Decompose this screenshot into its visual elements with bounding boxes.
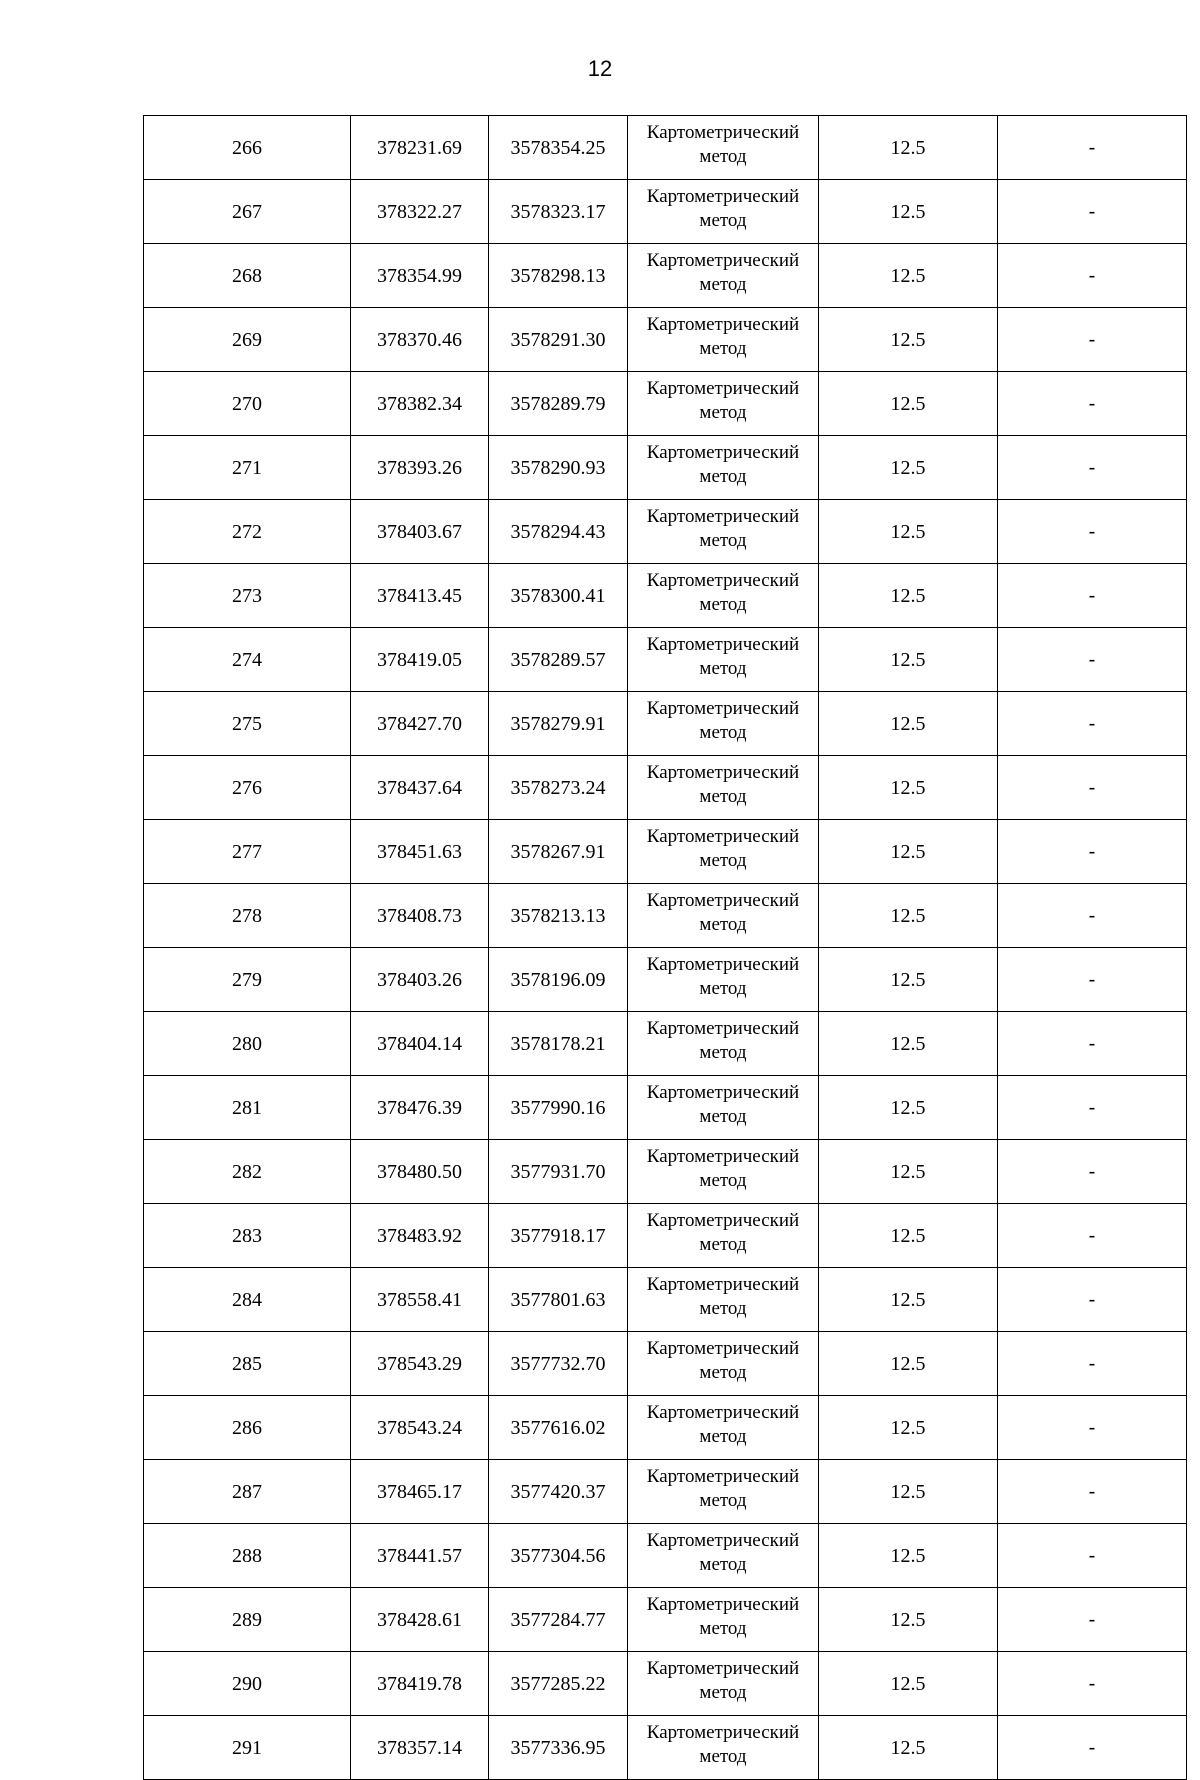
y-coordinate-cell: 3578267.91	[489, 820, 628, 884]
y-coordinate-cell: 3577801.63	[489, 1268, 628, 1332]
method-line-1: Картометрический	[646, 1657, 800, 1679]
y-coordinate-cell: 3578196.09	[489, 948, 628, 1012]
method-line-2: метод	[699, 1425, 747, 1447]
method-line-1: Картометрический	[646, 1145, 800, 1167]
method-cell	[628, 1076, 819, 1140]
point-number-cell: 287	[144, 1460, 351, 1524]
table-row	[144, 884, 1187, 948]
table-row	[144, 436, 1187, 500]
x-coordinate-cell: 378393.26	[351, 436, 489, 500]
accuracy-cell: 12.5	[819, 308, 998, 372]
note-cell: -	[998, 1524, 1187, 1588]
accuracy-cell: 12.5	[819, 180, 998, 244]
method-line-1: Картометрический	[646, 953, 800, 975]
note-cell: -	[998, 564, 1187, 628]
method-cell	[628, 1524, 819, 1588]
note-cell: -	[998, 1076, 1187, 1140]
method-line-2: метод	[699, 977, 747, 999]
table-row	[144, 116, 1187, 180]
method-line-1: Картометрический	[646, 1401, 800, 1423]
coordinates-table-body	[144, 116, 1187, 1780]
method-line-2: метод	[699, 1745, 747, 1767]
table-row	[144, 1588, 1187, 1652]
x-coordinate-cell: 378408.73	[351, 884, 489, 948]
point-number-cell: 284	[144, 1268, 351, 1332]
note-cell: -	[998, 1396, 1187, 1460]
x-coordinate-cell: 378403.26	[351, 948, 489, 1012]
x-coordinate-cell: 378465.17	[351, 1460, 489, 1524]
x-coordinate-cell: 378480.50	[351, 1140, 489, 1204]
method-line-1: Картометрический	[646, 313, 800, 335]
method-line-2: метод	[699, 1297, 747, 1319]
method-cell	[628, 628, 819, 692]
method-line-1: Картометрический	[646, 249, 800, 271]
point-number-cell: 279	[144, 948, 351, 1012]
method-cell	[628, 1716, 819, 1780]
method-line-2: метод	[699, 1617, 747, 1639]
table-row	[144, 180, 1187, 244]
note-cell: -	[998, 372, 1187, 436]
x-coordinate-cell: 378543.24	[351, 1396, 489, 1460]
y-coordinate-cell: 3578290.93	[489, 436, 628, 500]
y-coordinate-cell: 3577284.77	[489, 1588, 628, 1652]
note-cell: -	[998, 180, 1187, 244]
note-cell: -	[998, 244, 1187, 308]
note-cell: -	[998, 1268, 1187, 1332]
point-number-cell: 267	[144, 180, 351, 244]
accuracy-cell: 12.5	[819, 948, 998, 1012]
accuracy-cell: 12.5	[819, 500, 998, 564]
method-line-1: Картометрический	[646, 825, 800, 847]
table-row	[144, 500, 1187, 564]
method-line-1: Картометрический	[646, 1273, 800, 1295]
table-row	[144, 1460, 1187, 1524]
method-cell	[628, 1332, 819, 1396]
method-line-1: Картометрический	[646, 1721, 800, 1743]
method-cell	[628, 1140, 819, 1204]
x-coordinate-cell: 378558.41	[351, 1268, 489, 1332]
x-coordinate-cell: 378419.05	[351, 628, 489, 692]
table-row	[144, 1716, 1187, 1780]
method-line-2: метод	[699, 849, 747, 871]
note-cell: -	[998, 436, 1187, 500]
method-line-2: метод	[699, 1233, 747, 1255]
x-coordinate-cell: 378441.57	[351, 1524, 489, 1588]
table-row	[144, 1332, 1187, 1396]
method-line-1: Картометрический	[646, 121, 800, 143]
accuracy-cell: 12.5	[819, 1396, 998, 1460]
x-coordinate-cell: 378357.14	[351, 1716, 489, 1780]
table-row	[144, 1268, 1187, 1332]
point-number-cell: 277	[144, 820, 351, 884]
accuracy-cell: 12.5	[819, 1588, 998, 1652]
point-number-cell: 290	[144, 1652, 351, 1716]
point-number-cell: 274	[144, 628, 351, 692]
table-row	[144, 1524, 1187, 1588]
point-number-cell: 268	[144, 244, 351, 308]
note-cell: -	[998, 1140, 1187, 1204]
y-coordinate-cell: 3578289.79	[489, 372, 628, 436]
method-line-2: метод	[699, 529, 747, 551]
point-number-cell: 269	[144, 308, 351, 372]
accuracy-cell: 12.5	[819, 372, 998, 436]
table-row	[144, 308, 1187, 372]
point-number-cell: 271	[144, 436, 351, 500]
note-cell: -	[998, 308, 1187, 372]
y-coordinate-cell: 3577304.56	[489, 1524, 628, 1588]
method-line-2: метод	[699, 401, 747, 423]
table-row	[144, 564, 1187, 628]
y-coordinate-cell: 3578294.43	[489, 500, 628, 564]
x-coordinate-cell: 378476.39	[351, 1076, 489, 1140]
accuracy-cell: 12.5	[819, 1204, 998, 1268]
point-number-cell: 288	[144, 1524, 351, 1588]
accuracy-cell: 12.5	[819, 1652, 998, 1716]
table-row	[144, 1012, 1187, 1076]
method-line-2: метод	[699, 721, 747, 743]
accuracy-cell: 12.5	[819, 1076, 998, 1140]
method-line-1: Картометрический	[646, 633, 800, 655]
x-coordinate-cell: 378483.92	[351, 1204, 489, 1268]
point-number-cell: 291	[144, 1716, 351, 1780]
method-cell	[628, 820, 819, 884]
accuracy-cell: 12.5	[819, 436, 998, 500]
method-line-2: метод	[699, 209, 747, 231]
method-cell	[628, 500, 819, 564]
x-coordinate-cell: 378428.61	[351, 1588, 489, 1652]
point-number-cell: 275	[144, 692, 351, 756]
method-line-2: метод	[699, 785, 747, 807]
method-line-1: Картометрический	[646, 1209, 800, 1231]
method-line-1: Картометрический	[646, 1465, 800, 1487]
method-line-1: Картометрический	[646, 1017, 800, 1039]
x-coordinate-cell: 378543.29	[351, 1332, 489, 1396]
coordinates-table	[143, 115, 1187, 1780]
y-coordinate-cell: 3577420.37	[489, 1460, 628, 1524]
method-line-2: метод	[699, 913, 747, 935]
note-cell: -	[998, 1012, 1187, 1076]
method-cell	[628, 1588, 819, 1652]
accuracy-cell: 12.5	[819, 1140, 998, 1204]
table-row	[144, 1396, 1187, 1460]
note-cell: -	[998, 628, 1187, 692]
method-line-1: Картометрический	[646, 441, 800, 463]
x-coordinate-cell: 378231.69	[351, 116, 489, 180]
note-cell: -	[998, 1716, 1187, 1780]
method-line-1: Картометрический	[646, 889, 800, 911]
accuracy-cell: 12.5	[819, 1460, 998, 1524]
page-number: 12	[587, 56, 613, 81]
table-row	[144, 628, 1187, 692]
x-coordinate-cell: 378370.46	[351, 308, 489, 372]
y-coordinate-cell: 3578178.21	[489, 1012, 628, 1076]
point-number-cell: 278	[144, 884, 351, 948]
method-cell	[628, 1012, 819, 1076]
table-row	[144, 1076, 1187, 1140]
y-coordinate-cell: 3577616.02	[489, 1396, 628, 1460]
method-line-2: метод	[699, 1169, 747, 1191]
method-line-2: метод	[699, 657, 747, 679]
accuracy-cell: 12.5	[819, 884, 998, 948]
note-cell: -	[998, 116, 1187, 180]
method-cell	[628, 1268, 819, 1332]
table-row	[144, 948, 1187, 1012]
method-cell	[628, 308, 819, 372]
method-cell	[628, 180, 819, 244]
note-cell: -	[998, 1652, 1187, 1716]
note-cell: -	[998, 884, 1187, 948]
note-cell: -	[998, 1588, 1187, 1652]
table-row	[144, 372, 1187, 436]
y-coordinate-cell: 3577732.70	[489, 1332, 628, 1396]
y-coordinate-cell: 3578291.30	[489, 308, 628, 372]
accuracy-cell: 12.5	[819, 820, 998, 884]
point-number-cell: 272	[144, 500, 351, 564]
x-coordinate-cell: 378403.67	[351, 500, 489, 564]
method-line-1: Картометрический	[646, 1337, 800, 1359]
point-number-cell: 280	[144, 1012, 351, 1076]
point-number-cell: 283	[144, 1204, 351, 1268]
accuracy-cell: 12.5	[819, 1524, 998, 1588]
point-number-cell: 289	[144, 1588, 351, 1652]
method-cell	[628, 884, 819, 948]
method-cell	[628, 692, 819, 756]
table-row	[144, 1140, 1187, 1204]
table-row	[144, 1652, 1187, 1716]
method-cell	[628, 372, 819, 436]
y-coordinate-cell: 3578213.13	[489, 884, 628, 948]
method-line-1: Картометрический	[646, 185, 800, 207]
method-line-2: метод	[699, 273, 747, 295]
method-line-2: метод	[699, 1361, 747, 1383]
accuracy-cell: 12.5	[819, 1332, 998, 1396]
method-line-1: Картометрический	[646, 377, 800, 399]
x-coordinate-cell: 378437.64	[351, 756, 489, 820]
accuracy-cell: 12.5	[819, 244, 998, 308]
point-number-cell: 281	[144, 1076, 351, 1140]
method-line-1: Картометрический	[646, 1081, 800, 1103]
method-cell	[628, 756, 819, 820]
method-cell	[628, 244, 819, 308]
y-coordinate-cell: 3577931.70	[489, 1140, 628, 1204]
note-cell: -	[998, 820, 1187, 884]
x-coordinate-cell: 378451.63	[351, 820, 489, 884]
x-coordinate-cell: 378322.27	[351, 180, 489, 244]
method-cell	[628, 948, 819, 1012]
accuracy-cell: 12.5	[819, 1268, 998, 1332]
y-coordinate-cell: 3578300.41	[489, 564, 628, 628]
method-line-2: метод	[699, 145, 747, 167]
accuracy-cell: 12.5	[819, 1716, 998, 1780]
method-line-1: Картометрический	[646, 1593, 800, 1615]
method-line-2: метод	[699, 1041, 747, 1063]
method-line-1: Картометрический	[646, 1529, 800, 1551]
method-line-2: метод	[699, 1681, 747, 1703]
y-coordinate-cell: 3577336.95	[489, 1716, 628, 1780]
table-row	[144, 1204, 1187, 1268]
note-cell: -	[998, 500, 1187, 564]
method-line-2: метод	[699, 1553, 747, 1575]
note-cell: -	[998, 756, 1187, 820]
accuracy-cell: 12.5	[819, 756, 998, 820]
note-cell: -	[998, 1204, 1187, 1268]
table-row	[144, 244, 1187, 308]
method-line-1: Картометрический	[646, 569, 800, 591]
note-cell: -	[998, 948, 1187, 1012]
method-cell	[628, 1204, 819, 1268]
method-cell	[628, 436, 819, 500]
method-cell	[628, 1460, 819, 1524]
y-coordinate-cell: 3578273.24	[489, 756, 628, 820]
method-line-2: метод	[699, 337, 747, 359]
note-cell: -	[998, 1332, 1187, 1396]
y-coordinate-cell: 3578323.17	[489, 180, 628, 244]
x-coordinate-cell: 378419.78	[351, 1652, 489, 1716]
point-number-cell: 270	[144, 372, 351, 436]
y-coordinate-cell: 3578289.57	[489, 628, 628, 692]
method-line-2: метод	[699, 465, 747, 487]
x-coordinate-cell: 378354.99	[351, 244, 489, 308]
x-coordinate-cell: 378427.70	[351, 692, 489, 756]
table-row	[144, 820, 1187, 884]
accuracy-cell: 12.5	[819, 116, 998, 180]
note-cell: -	[998, 692, 1187, 756]
point-number-cell: 276	[144, 756, 351, 820]
method-line-1: Картометрический	[646, 697, 800, 719]
accuracy-cell: 12.5	[819, 628, 998, 692]
method-cell	[628, 116, 819, 180]
y-coordinate-cell: 3578354.25	[489, 116, 628, 180]
method-cell	[628, 564, 819, 628]
x-coordinate-cell: 378413.45	[351, 564, 489, 628]
y-coordinate-cell: 3577285.22	[489, 1652, 628, 1716]
x-coordinate-cell: 378404.14	[351, 1012, 489, 1076]
method-line-2: метод	[699, 593, 747, 615]
point-number-cell: 266	[144, 116, 351, 180]
method-line-2: метод	[699, 1489, 747, 1511]
x-coordinate-cell: 378382.34	[351, 372, 489, 436]
table-row	[144, 756, 1187, 820]
accuracy-cell: 12.5	[819, 692, 998, 756]
point-number-cell: 273	[144, 564, 351, 628]
method-cell	[628, 1652, 819, 1716]
point-number-cell: 286	[144, 1396, 351, 1460]
y-coordinate-cell: 3578298.13	[489, 244, 628, 308]
y-coordinate-cell: 3577918.17	[489, 1204, 628, 1268]
method-line-1: Картометрический	[646, 761, 800, 783]
method-cell	[628, 1396, 819, 1460]
y-coordinate-cell: 3577990.16	[489, 1076, 628, 1140]
point-number-cell: 285	[144, 1332, 351, 1396]
accuracy-cell: 12.5	[819, 564, 998, 628]
point-number-cell: 282	[144, 1140, 351, 1204]
note-cell: -	[998, 1460, 1187, 1524]
method-line-1: Картометрический	[646, 505, 800, 527]
method-line-2: метод	[699, 1105, 747, 1127]
table-row	[144, 692, 1187, 756]
accuracy-cell: 12.5	[819, 1012, 998, 1076]
y-coordinate-cell: 3578279.91	[489, 692, 628, 756]
